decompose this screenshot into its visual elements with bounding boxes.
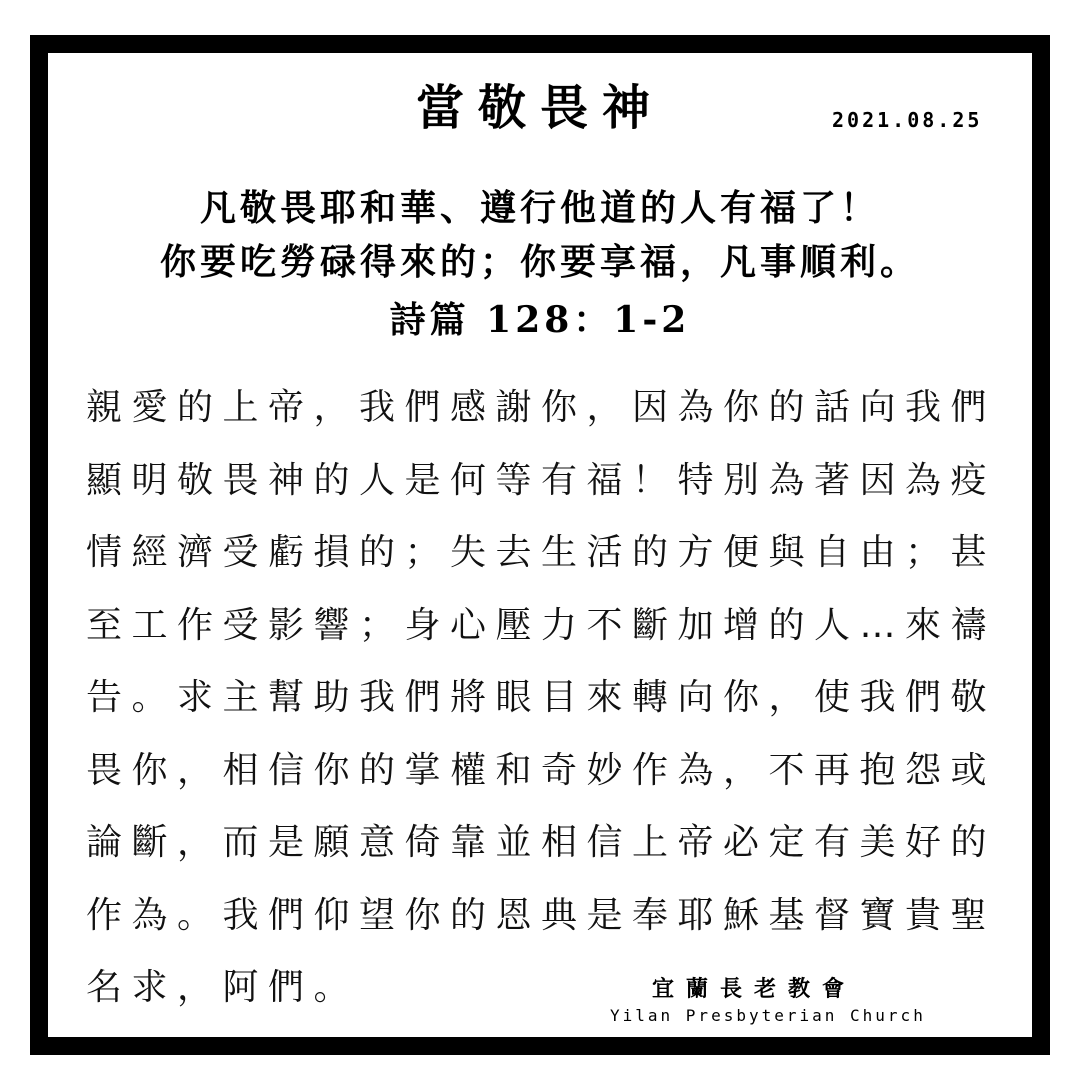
prayer-line: 至工作受影響；身心壓力不斷加增的人…來禱 <box>86 604 997 646</box>
prayer-line: 情經濟受虧損的；失去生活的方便與自由；甚 <box>86 532 997 573</box>
prayer-line: 論斷，而是願意倚靠並相信上帝必定有美好的 <box>86 822 997 863</box>
prayer-line: 名求，阿們。 <box>86 967 360 1008</box>
page-title: 當敬畏神 <box>415 80 664 136</box>
verse-line-1: 凡敬畏耶和華、遵行他道的人有福了！ <box>199 187 880 229</box>
date-label: 2021.08.25 <box>832 108 983 132</box>
verse-line-2: 你要吃勞碌得來的；你要享福，凡事順利。 <box>159 241 920 283</box>
prayer-line: 告。求主幫助我們將眼目來轉向你，使我們敬 <box>86 677 997 718</box>
prayer-line: 親愛的上帝，我們感謝你，因為你的話向我們 <box>86 387 997 428</box>
prayer-line: 畏你，相信你的掌權和奇妙作為，不再抱怨或 <box>86 749 997 791</box>
verse-reference: 詩篇 128：1-2 <box>389 299 691 341</box>
prayer-line: 顯明敬畏神的人是何等有福！特別為著因為疫 <box>86 459 997 501</box>
church-name-english: Yilan Presbyterian Church <box>610 1006 926 1025</box>
prayer-line: 作為。我們仰望你的恩典是奉耶穌基督寶貴聖 <box>86 894 997 936</box>
church-name-chinese: 宜蘭長老教會 <box>652 976 857 1002</box>
prayer-text <box>86 372 1006 1025</box>
